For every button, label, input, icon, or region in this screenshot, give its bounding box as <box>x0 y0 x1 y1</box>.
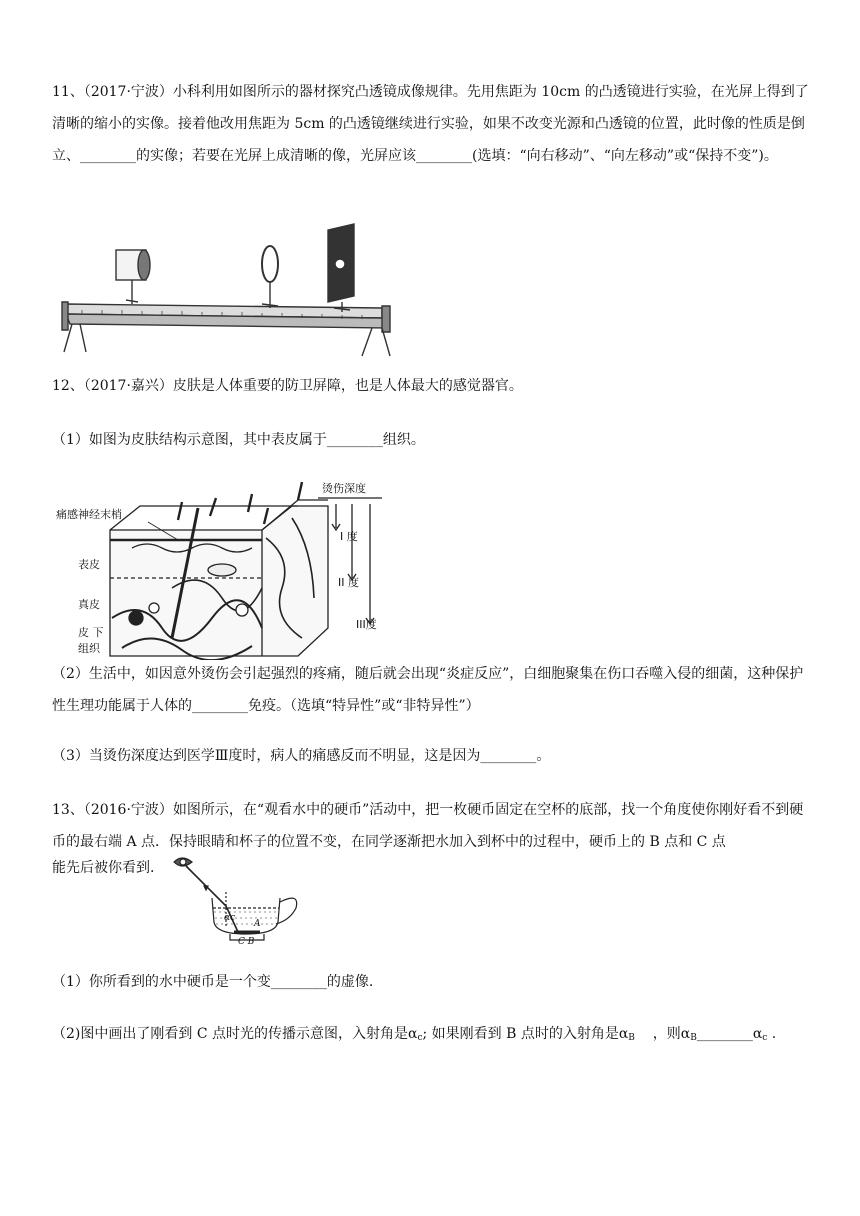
q13-part2-e: . <box>767 1026 777 1042</box>
q12-part1: （1）如图为皮肤结构示意图，其中表皮属于________组织。 <box>52 432 425 448</box>
q13-source: （2016·宁波） <box>83 802 173 818</box>
subscript-b-2: B <box>690 1033 697 1043</box>
q11-source: （2017·宁波） <box>83 84 173 100</box>
question-13 <box>52 794 812 858</box>
label-subcutaneous-2: 组织 <box>78 642 100 655</box>
label-nerve-ending: 痛感神经末梢 <box>56 508 122 521</box>
label-burn-depth: 烫伤深度 <box>322 482 366 495</box>
label-alpha-c: αc <box>224 913 236 923</box>
label-subcutaneous-1: 皮 下 <box>78 626 104 639</box>
label-degree-2: II 度 <box>338 576 359 589</box>
q13-number: 13、 <box>52 802 84 818</box>
q13-tail: 能先后被你看到. <box>52 860 155 876</box>
q12-part2: （2）生活中，如因意外烫伤会引起强烈的疼痛，随后就会出现“炎症反应”，白细胞聚集在伤口吞噬入侵的细菌，这种保护性生理功能属于人体的________免疫。（选填“特异性”或“非特异性”） <box>52 666 804 714</box>
label-degree-3: III度 <box>356 618 377 631</box>
question-12 <box>52 370 812 402</box>
q13-part2-d: ________α <box>696 1026 763 1042</box>
q13-part2-a: （2)图中画出了刚看到 C 点时光的传播示意图，入射角是α <box>52 1026 418 1042</box>
q13-text: 如图所示，在“观看水中的硬币”活动中，把一枚硬币固定在空杯的底部，找一个角度使你刚好看不到硬币的最右端 A 点．保持眼睛和杯子的位置不变，在同学逐渐把水加入到杯中的过程中，硬币上的 B 点和 C 点 <box>52 802 804 850</box>
skin-structure-figure <box>52 478 392 660</box>
q12-part3: （3）当烫伤深度达到医学Ⅲ度时，病人的痛感反而不明显，这是因为________。 <box>52 748 551 764</box>
q13-part1: （1）你所看到的水中硬币是一个变________的虚像. <box>52 974 374 990</box>
subscript-c: c <box>417 1033 423 1043</box>
q13-part2-b: ; 如果刚看到 B 点时的入射角是α <box>422 1026 629 1042</box>
question-11 <box>52 76 812 172</box>
q12-number: 12、 <box>52 378 84 394</box>
label-epidermis: 表皮 <box>78 558 100 571</box>
label-dermis: 真皮 <box>78 598 100 611</box>
label-point-a: A <box>254 919 261 929</box>
label-points-cb: C B <box>238 937 255 944</box>
cup-coin-figure <box>168 852 318 944</box>
q13-part2 <box>52 1018 812 1054</box>
q13-part2-c: ，则α <box>652 1026 691 1042</box>
q11-text: 小科利用如图所示的器材探究凸透镜成像规律。先用焦距为 10cm 的凸透镜进行实验，在光屏上得到了清晰的缩小的实像。接着他改用焦距为 5cm 的凸透镜继续进行实验，如果不改变光源和凸透镜的位置，此时像的性质是倒立、________的实像；若要在光屏上成清晰的像，光屏应该________(选填：“向右移动”、“向左移动”或“保持不变”)。 <box>52 84 809 164</box>
q11-number: 11、 <box>52 84 84 100</box>
label-degree-1: I 度 <box>340 530 358 543</box>
optical-bench-figure <box>52 218 397 360</box>
q12-text: 皮肤是人体重要的防卫屏障，也是人体最大的感觉器官。 <box>172 378 523 394</box>
q12-source: （2017·嘉兴） <box>83 378 173 394</box>
subscript-c-2: c <box>762 1033 768 1043</box>
subscript-b: B <box>628 1033 635 1043</box>
